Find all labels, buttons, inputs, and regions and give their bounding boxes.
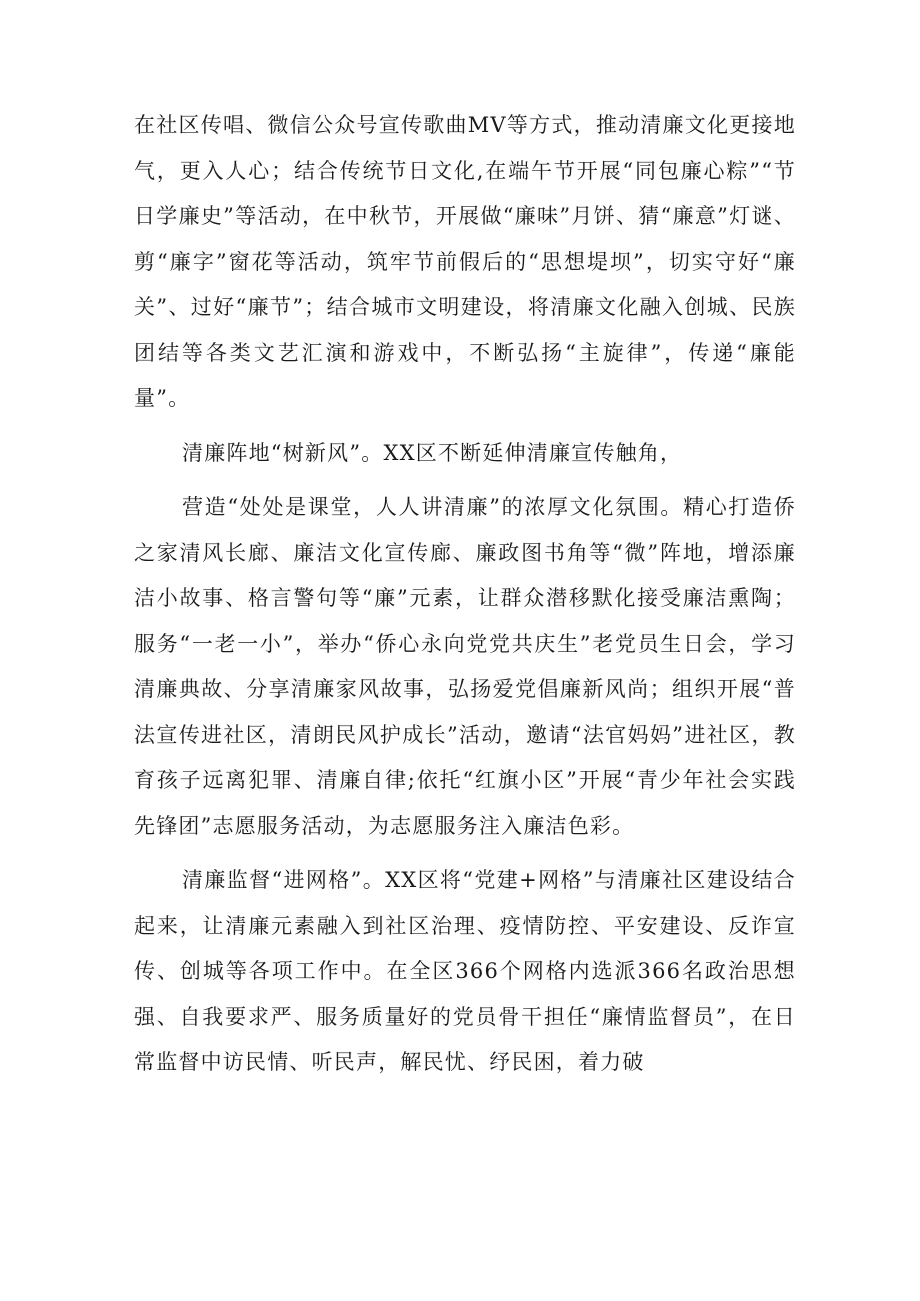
document-body bbox=[134, 103, 796, 1086]
paragraph-position-heading: 清廉阵地“树新风”。XX区不断延伸清廉宣传触角， bbox=[182, 440, 683, 465]
paragraph-grid-supervision: 清廉监督“进网格”。XX区将“党建+网格”与清廉社区建设结合起来，让清廉元素融入到社区治理、疫情防控、平安建设、反诈宣传、创城等各项工作中。在全区366个网格内选派366名政治思想强、自我要求严、服务质量好的党员骨干担任“廉情监督员”，在日常监督中访民情、听民声，解民忧、纾民困，着力破 bbox=[134, 868, 796, 1074]
paragraph-community-culture: 在社区传唱、微信公众号宣传歌曲MV等方式，推动清廉文化更接地气，更入人心；结合传统节日文化,在端午节开展“同包廉心粽”“节日学廉史”等活动，在中秋节，开展做“廉味”月饼、猜“廉意”灯谜、剪“廉字”窗花等活动，筑牢节前假后的“思想堤坝”，切实守好“廉关”、过好“廉节”；结合城市文明建设，将清廉文化融入创城、民族团结等各类文艺汇演和游戏中，不断弘扬“主旋律”，传递“廉能量”。 bbox=[134, 113, 796, 410]
paragraph-position-body: 营造“处处是课堂，人人讲清廉”的浓厚文化氛围。精心打造侨之家清风长廊、廉洁文化宣传廊、廉政图书角等“微”阵地，增添廉洁小故事、格言警句等“廉”元素，让群众潜移默化接受廉洁熏陶；服务“一老一小”，举办“侨心永向党党共庆生”老党员生日会，学习清廉典故、分享清廉家风故事，弘扬爱党倡廉新风尚；组织开展“普法宣传进社区，清朗民风护成长”活动，邀请“法官妈妈”进社区，教育孩子远离犯罪、清廉自律;依托“红旗小区”开展“青少年社会实践先锋团”志愿服务活动，为志愿服务注入廉洁色彩。 bbox=[134, 495, 796, 838]
